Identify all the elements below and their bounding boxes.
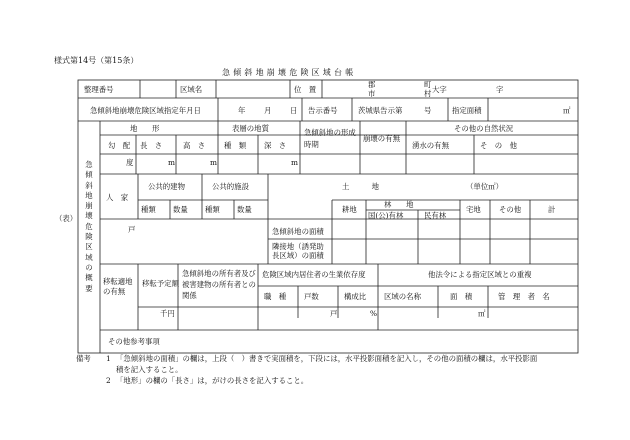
keisei-jiki-label: 急傾斜地の形成時期 [304,128,356,149]
note-1-line-2: 積を記入すること。 [116,365,183,374]
shitei-date-label: 急傾斜地崩壊危険区域指定年月日 [90,106,201,115]
machi-label: 町 [424,80,432,89]
hyoso-label: 表層の地質 [232,124,269,133]
day-label: 日 [290,106,298,115]
percent-unit: % [370,309,378,318]
shokushu-label: 職 種 [264,292,287,301]
shoyusha-label: 急傾斜地の所有者及び被害建物の所有者との関係 [182,269,256,300]
ko-unit-c: 戸 [330,309,338,318]
nagasa-label: 長 さ [140,141,163,150]
takuchi-label: 宅地 [466,205,481,214]
year-label: 年 [238,106,246,115]
form-number: 様式第14号（第15条） [54,56,139,65]
chikei-label: 地 形 [130,124,160,133]
kokyo-shisetsu-label: 公共的施設 [212,182,249,191]
go-label: 号 [424,106,432,115]
mura-label: 村 [424,89,432,98]
izon-do-label: 危険区域内居住者の生業依存度 [262,270,366,279]
sonota-chimoku-label: その他 [499,205,522,214]
juufuku-label: 他法令による指定区域との重複 [428,270,532,279]
m-unit-1: m [168,158,176,167]
do-unit: 度 [126,158,134,167]
month-label: 月 [264,106,272,115]
kosei-hi-label: 構成比 [344,292,367,301]
iten-yotei-label: 移転予定額 [142,279,179,288]
kokuji-no-label: 告示番号 [308,106,338,115]
oaza-label: 大字 [432,85,447,94]
minyurin-label: 民有林 [424,211,447,220]
menseki-label-c: 面 積 [450,292,473,301]
tochi-unit-label: （単位㎡） [466,182,503,191]
kokuji-text: 茨城県告示第 [358,106,403,115]
menseki-row-label: 急傾斜地の面積 [272,227,324,236]
takasa-label: 高 さ [183,141,206,150]
note-1-line-1: 「急傾斜地の面積」の欄は，上段（ ）書きで実面積を，下段には，水平投影面積を記入し，その他の面積の欄は，水平投影面 [116,354,538,363]
sqm-unit: ㎡ [563,106,571,115]
m-unit-2: m [210,158,218,167]
biko-label: 備考 [76,354,91,363]
kenzobutsu-shurui-label: 種類 [141,205,156,214]
rinchi-label: 林 地 [384,200,414,209]
houkai-umu-label: 崩壊の有無 [363,134,400,143]
keichi-label: 耕地 [342,205,357,214]
sono-ta-label: そ の 他 [480,141,517,150]
kuiki-mei-label: 区域名 [180,85,203,94]
yusui-label: 湧水の有無 [412,141,449,150]
kosu-label: 戸数 [304,292,319,301]
kei-label: 計 [548,205,556,214]
seiri-label: 整理番号 [84,85,114,94]
note-2-number: 2 [106,376,111,385]
rinsetsu-row-label: 隣接地（誘発助長区域）の面積 [272,242,324,260]
kokyo-kenzobutsu-label: 公共的建物 [148,182,185,191]
ko-unit: 戸 [128,225,136,234]
page-title: 急傾斜地崩壊危険区域台帳 [222,68,357,77]
kanrisha-label: 管 理 者 名 [498,292,550,301]
tochi-label: 土 地 [342,182,379,191]
sonota-sanko-label: その他参考事項 [108,337,160,346]
shitei-menseki-label: 指定面積 [452,106,482,115]
note-2-line-1: 「地形」の欄の「長さ」は，がけの長さを記入すること。 [116,376,309,385]
sqm-unit-c: ㎡ [478,309,486,318]
aza-label: 字 [496,85,504,94]
note-1-number: 1 [106,354,111,363]
sonota-shizen-label: その他の自然状況 [454,124,514,133]
kokuyurin-label: 国(公)有林 [368,211,404,220]
iten-tekigou-label: 移転適地の有無 [103,277,133,296]
side-label: （表） [55,214,78,223]
m-unit-3: m [291,158,299,167]
jinka-label: 人 家 [106,193,129,202]
gun-label: 郡 [368,80,376,89]
hyoso-shurui-label: 種 類 [224,141,247,150]
koubai-label: 勾 配 [108,141,131,150]
senen-unit: 千円 [160,309,175,318]
kuiki-meisho-label: 区域の名称 [384,292,421,301]
gaiyou-vertical-label: 急傾斜地崩壊危険区域の概要 [85,160,93,293]
hyoso-fukasa-label: 深 さ [264,141,287,150]
ichi-label: 位 置 [294,85,317,94]
shi-label: 市 [368,89,376,98]
shisetsu-suryo-label: 数量 [237,205,252,214]
kenzobutsu-suryo-label: 数量 [173,205,188,214]
shisetsu-shurui-label: 種類 [205,205,220,214]
